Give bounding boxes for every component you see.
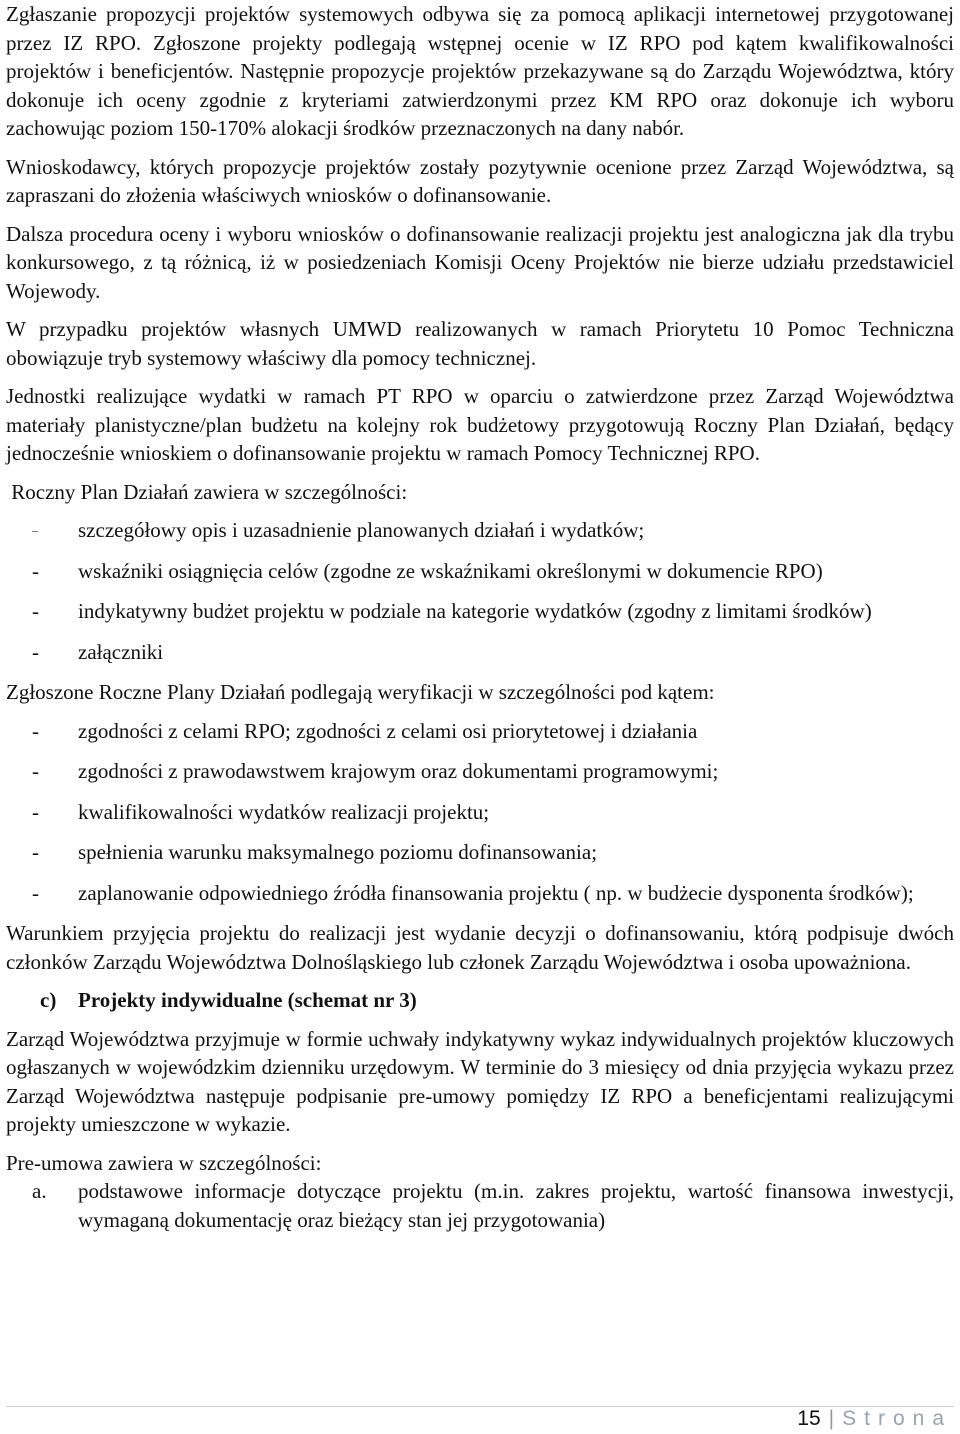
dash-bullet: -	[32, 759, 39, 783]
dash-bullet: -	[32, 718, 39, 743]
paragraph-10: Pre-umowa zawiera w szczególności:	[6, 1150, 322, 1175]
paragraph-4: W przypadku projektów własnych UMWD realizowanych w ramach Priorytetu 10 Pomoc Techniczna obowiązuje tryb systemowy właściwy dla pomocy technicznej.	[6, 317, 954, 370]
alpha-marker: a.	[32, 1179, 47, 1203]
page-label: Strona	[842, 1407, 952, 1430]
paragraph-8: Warunkiem przyjęcia projektu do realizacji jest wydanie decyzji o dofinansowaniu, którą podpisuje dwóch członków Zarządu Województwa Dolnośląskiego lub członek Zarządu Województwa i osoba upoważniona.	[6, 921, 954, 974]
dash-bullet: -	[32, 880, 39, 905]
section-heading	[6, 986, 954, 1015]
list-item-text: indykatywny budżet projektu w podziale na kategorie wydatków (zgodny z limitami środków)	[78, 599, 872, 623]
paragraph-1: Zgłaszanie propozycji projektów systemowych odbywa się za pomocą aplikacji internetowej przygotowanej przez IZ RPO. Zgłoszone projekty podlegają wstępnej ocenie w IZ RPO pod kątem kwalifikowalności projektów i beneficjentów. Następnie propozycje projektów przekazywane są do Zarządu Województwa, który dokonuje ich oceny zgodnie z kryteriami zatwierdzonymi przez KM RPO oraz dokonuje ich wyboru zachowując poziom 150-170% alokacji środków przeznaczonych na dany nabór.	[6, 2, 954, 140]
list-item-text: spełnienia warunku maksymalnego poziomu dofinansowania;	[78, 840, 598, 864]
list-item	[6, 516, 954, 545]
list-item	[6, 798, 954, 827]
footer-separator: |	[828, 1407, 835, 1430]
list-item-text: załączniki	[78, 639, 164, 664]
page-footer	[797, 1406, 952, 1432]
paragraph-2: Wnioskodawcy, których propozycje projektów zostały pozytywnie ocenione przez Zarząd Województwa, są zapraszani do złożenia właściwych wniosków o dofinansowanie.	[6, 154, 954, 207]
list-item-text: zaplanowanie odpowiedniego źródła finansowania projektu ( np. w budżecie dysponenta środków);	[78, 880, 914, 905]
paragraph-7: Zgłoszone Roczne Plany Działań podlegają weryfikacji w szczególności pod kątem:	[6, 680, 715, 704]
list-item	[6, 879, 954, 908]
dash-bullet: -	[32, 599, 39, 623]
list-item-text: wskaźniki osiągnięcia celów (zgodne ze wskaźnikami określonymi w dokumencie RPO)	[78, 558, 823, 583]
dash-bullet: -	[32, 840, 39, 864]
dash-bullet: –	[32, 523, 38, 537]
verification-criteria-list	[6, 717, 954, 908]
list-item	[6, 597, 954, 626]
section-title: Projekty indywidualne (schemat nr 3)	[78, 988, 417, 1012]
list-item	[6, 638, 954, 667]
document-page	[6, 0, 954, 1234]
list-item	[6, 1177, 954, 1234]
paragraph-5: Jednostki realizujące wydatki w ramach PT RPO w oparciu o zatwierdzone przez Zarząd Województwa materiały planistyczne/plan budżetu na kolejny rok budżetowy przygotowują Roczny Plan Działań, będący jednocześnie wnioskiem o dofinansowanie projektu w ramach Pomocy Technicznej RPO.	[6, 384, 954, 465]
page-number: 15	[797, 1407, 821, 1430]
list-item	[6, 757, 954, 786]
paragraph-3: Dalsza procedura oceny i wyboru wniosków o dofinansowanie realizacji projektu jest analogiczna jak dla trybu konkursowego, z tą różnicą, iż w posiedzeniach Komisji Oceny Projektów nie bierze udziału przedstawiciel Wojewody.	[6, 221, 954, 303]
list-item-text: zgodności z prawodawstwem krajowym oraz dokumentami programowymi;	[78, 759, 719, 783]
paragraph-6: Roczny Plan Działań zawiera w szczególności:	[6, 479, 408, 504]
plan-contents-list	[6, 516, 954, 666]
list-item	[6, 557, 954, 586]
list-item-text: kwalifikowalności wydatków realizacji projektu;	[78, 799, 490, 824]
list-item	[6, 717, 954, 746]
list-item-text: szczegółowy opis i uzasadnienie planowanych działań i wydatków;	[78, 518, 645, 542]
dash-bullet: -	[32, 799, 39, 824]
list-item	[6, 838, 954, 867]
list-item-text: podstawowe informacje dotyczące projektu (m.in. zakres projektu, wartość finansowa inwestycji, wymaganą dokumentację oraz bieżący stan jej przygotowania)	[78, 1179, 954, 1232]
dash-bullet: -	[32, 639, 39, 664]
dash-bullet: -	[32, 558, 39, 583]
list-item-text: zgodności z celami RPO; zgodności z celami osi priorytetowej i działania	[78, 718, 698, 743]
paragraph-9: Zarząd Województwa przyjmuje w formie uchwały indykatywny wykaz indywidualnych projektów kluczowych ogłaszanych w wojewódzkim dzienniku urzędowym. W terminie do 3 miesięcy od dnia przyjęcia wykazu przez Zarząd Województwa następuje podpisanie pre-umowy pomiędzy IZ RPO a beneficjentami realizującymi projekty umieszczone w wykazie.	[6, 1026, 954, 1136]
section-marker: c)	[40, 988, 57, 1012]
